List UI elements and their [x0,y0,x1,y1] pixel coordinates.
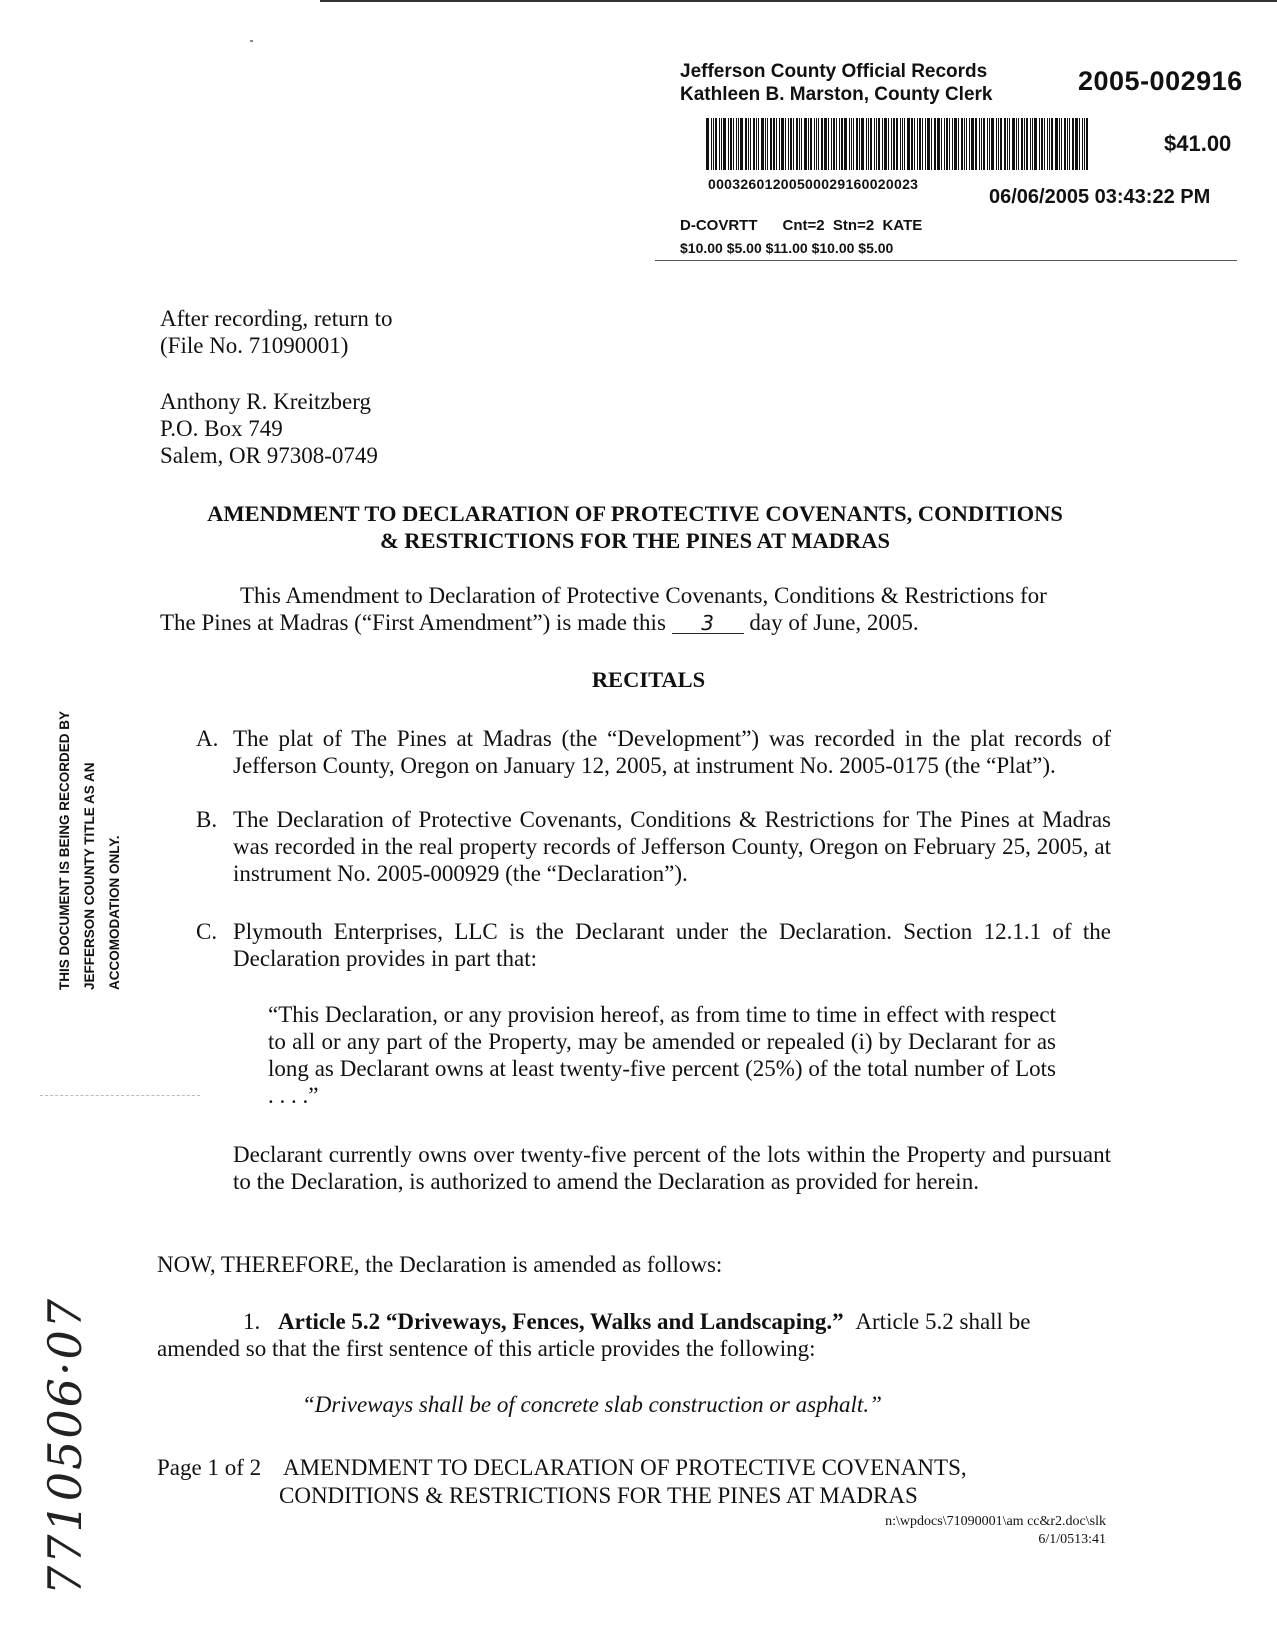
footer-file-path [780,1513,1106,1549]
barcode-bar [979,118,980,170]
barcode-bar [750,118,751,170]
barcode-bar [721,118,722,170]
instrument-number: 2005-002916 [1078,66,1243,96]
document-title-line2: & RESTRICTIONS FOR THE PINES AT MADRAS [379,528,891,553]
scan-speck [250,40,253,42]
barcode-bar [1024,118,1025,170]
barcode-bar [925,118,926,170]
barcode-bar [715,118,717,170]
barcode-bar [723,118,726,170]
return-to-name: Anthony R. Kreitzberg [160,389,372,414]
barcode-bar [839,118,840,170]
barcode-bar [1061,118,1062,170]
barcode-bar [719,118,720,170]
barcode-bar [919,118,921,170]
barcode-bar [844,118,847,170]
barcode-bar [773,118,775,170]
barcode-bar [981,118,982,170]
barcode-bar [1039,118,1040,170]
barcode-bar [937,118,940,170]
barcode-bar [983,118,985,170]
document-title [150,500,1120,554]
footer-title-line2: CONDITIONS & RESTRICTIONS FOR THE PINES AT MADRAS [279,1483,918,1508]
recital-b-text: The Declaration of Protective Covenants, Conditions & Restrictions for The Pines at Madras was recorded in the real property records of Jefferson County, Oregon on February 25, 2005, at instrument No. 2005-000929 (the “Declaration”). [233,807,1111,886]
barcode-bar [866,118,867,170]
barcode-bar [814,118,815,170]
barcode-bar [1072,118,1074,170]
barcode-bar [861,118,864,170]
barcode-bar [821,118,823,170]
barcode-bar [969,118,970,170]
scan-top-border [320,0,1277,2]
barcode-bar [1032,118,1033,170]
barcode-bar [1016,118,1017,170]
amendment-1-text-b: amended so that the first sentence of this article provides the following: [157,1336,816,1361]
handwritten-number: 7710506·07 [38,1296,92,1595]
barcode-bar [859,118,860,170]
amendment-1-title: Article 5.2 “Driveways, Fences, Walks and Landscaping.” [278,1309,844,1334]
intro-line1: This Amendment to Declaration of Protective Covenants, Conditions & Restrictions for [240,583,1047,608]
barcode-bar [801,118,802,170]
barcode-bar [1051,118,1053,170]
barcode-bar [756,118,757,170]
barcode-bar [799,118,800,170]
amendment-1-number: 1. [243,1309,261,1334]
barcode-bar [1059,118,1060,170]
barcode-bar [878,118,880,170]
barcode-bar [1079,118,1080,170]
intro-line2-end: day of June, 2005. [749,610,919,635]
barcode-bar [893,118,895,170]
barcode-bar [808,118,809,170]
barcode-bar [796,118,798,170]
barcode-bar [949,118,950,170]
barcode-bar [868,118,869,170]
barcode-bar [989,118,990,170]
barcode-bar [748,118,749,170]
barcode-bar [810,118,812,170]
barcode-bar [851,118,852,170]
return-to-file-no: (File No. 71090001) [160,333,349,358]
barcode-bar [818,118,819,170]
barcode-bar [745,118,747,170]
barcode-bar [849,118,850,170]
amendment-1-quote: “Driveways shall be of concrete slab construction or asphalt.” [302,1392,882,1417]
barcode-bar [1064,118,1066,170]
barcode-bar [896,118,898,170]
barcode-bar [1030,118,1031,170]
barcode-bar [713,118,714,170]
barcode-bar [1084,118,1085,170]
barcode-bar [964,118,965,170]
barcode-digits: 00032601200500029160020023 [708,176,919,192]
barcode-bar [891,118,892,170]
side-stamp-line1: THIS DOCUMENT IS BEING RECORDED BY [57,710,72,990]
barcode-bar [853,118,854,170]
barcode-bar [841,118,843,170]
barcode-bar [1012,118,1015,170]
barcode-bar [902,118,903,170]
barcode-bar [961,118,963,170]
declarant-statement: Declarant currently owns over twenty-five percent of the lots within the Property and pursuant to the Declaration, is authorized to amend the Declaration as provided for herein. [233,1142,1111,1194]
barcode-bar [1047,118,1048,170]
barcode-bar [934,118,936,170]
recording-code-line: D-COVRTT Cnt=2 Stn=2 KATE [680,217,923,234]
recording-office: Jefferson County Official Records [680,61,988,82]
barcode-bar [954,118,957,170]
barcode-bar [1004,118,1006,170]
barcode-bar [790,118,792,170]
barcode-bar [900,118,901,170]
intro-day-blank [672,613,744,634]
barcode-bar [1041,118,1043,170]
barcode-bar [758,118,759,170]
barcode-bar [765,118,766,170]
document-title-line1: AMENDMENT TO DECLARATION OF PROTECTIVE COVENANTS, CONDITIONS [207,501,1063,526]
barcode-bar [1026,118,1028,170]
barcode-bar [1007,118,1008,170]
scan-speck [40,1095,200,1097]
barcode-bar [733,118,734,170]
amendment-1-text-a: Article 5.2 shall be [855,1309,1031,1334]
recital-c-text: Plymouth Enterprises, LLC is the Declarant under the Declaration. Section 12.1.1 of the Declaration provides in part that: [233,919,1111,971]
barcode-bar [904,118,905,170]
barcode-bar [711,118,712,170]
barcode-bar [1034,118,1037,170]
now-therefore: NOW, THEREFORE, the Declaration is amended as follows: [157,1252,723,1277]
barcode-bar [1021,118,1023,170]
barcode-bar [946,118,948,170]
barcode-bar [1082,118,1083,170]
barcode-bar [941,118,942,170]
barcode-bar [728,118,729,170]
barcode-bar [776,118,777,170]
barcode-bar [781,118,784,170]
barcode-bar [770,118,772,170]
barcode-bar [1067,118,1068,170]
barcode-bar [1086,118,1088,170]
barcode-bar [998,118,999,170]
intro-line2-start: The Pines at Madras (“First Amendment”) is made this [160,610,666,635]
barcode-bar [793,118,794,170]
declaration-quote: “This Declaration, or any provision hereof, as from time to time in effect with respect to all or any part of the Property, may be amended or repealed (i) by Declarant for as long as Declarant owns at least twenty-five percent (25%) of the total number of Lots . . . .” [268,1002,1056,1108]
barcode-bar [1009,118,1010,170]
barcode-bar [1049,118,1050,170]
return-to-line1: After recording, return to [160,306,393,331]
barcode-bar [753,118,755,170]
barcode-bar [816,118,817,170]
intro-day: 3 [701,611,715,635]
barcode-bar [966,118,967,170]
barcode-bar [870,118,872,170]
amendment-1 [243,1308,1030,1335]
recording-fees-line: $10.00 $5.00 $11.00 $10.00 $5.00 [680,240,894,256]
barcode-bar [785,118,786,170]
barcode-bar [927,118,930,170]
barcode-bar [767,118,768,170]
stamp-divider [655,260,1237,261]
barcode-bar [738,118,739,170]
barcode-bar [761,118,764,170]
title-company-side-stamp [52,711,127,990]
barcode-bar [996,118,997,170]
barcode-bar [1055,118,1058,170]
barcode-bar [931,118,932,170]
barcode-bar [804,118,807,170]
barcode-bar [831,118,832,170]
barcode-bar [876,118,877,170]
barcode-bar [975,118,977,170]
footer-page-number: Page 1 of 2 [157,1455,262,1480]
barcode-bar [828,118,829,170]
barcode-bar [991,118,994,170]
recital-a-text: The plat of The Pines at Madras (the “Development”) was recorded in the plat records of Jefferson County, Oregon on January 12, 2005, at instrument No. 2005-0175 (the “Plat”). [233,726,1111,778]
barcode-bar [884,118,887,170]
recording-clerk: Kathleen B. Marston, County Clerk [680,84,993,105]
barcode-bar [888,118,889,170]
barcode-bar [824,118,827,170]
barcode-bar [971,118,974,170]
recording-datetime: 06/06/2005 03:43:22 PM [989,186,1211,208]
barcode-bar [706,118,709,170]
barcode-bar [914,118,915,170]
barcode-bar [987,118,988,170]
barcode-bar [882,118,883,170]
intro-line2 [160,609,919,636]
barcode-bar [740,118,743,170]
barcode-bar [856,118,858,170]
footer-path-text: n:\wpdocs\71090001\am cc&r2.doc\slk [885,1514,1106,1529]
barcode-bar [836,118,837,170]
footer-path-date: 6/1/0513:41 [1038,1532,1106,1547]
recital-a-label: A. [196,726,219,751]
barcode-bar [736,118,737,170]
recital-c-label: C. [196,919,218,944]
barcode-bar [917,118,918,170]
barcode-bar [730,118,732,170]
barcode-bar [911,118,913,170]
side-stamp-line3: ACCOMODATION ONLY. [107,835,122,990]
footer-title-line1: AMENDMENT TO DECLARATION OF PROTECTIVE COVENANTS, [283,1455,967,1480]
barcode-bar [958,118,959,170]
barcode-bar [952,118,953,170]
recital-b-label: B. [196,807,218,832]
barcode-bar [1018,118,1019,170]
barcode-bar [907,118,910,170]
barcode-bar [1069,118,1070,170]
return-to-box: P.O. Box 749 [160,416,283,441]
barcode-bar [874,118,875,170]
barcode-bar [788,118,789,170]
recording-fee: $41.00 [1164,131,1232,156]
return-to-city: Salem, OR 97308-0749 [160,443,378,468]
recitals-heading: RECITALS [591,667,706,692]
barcode-bar [922,118,923,170]
barcode-bar [944,118,945,170]
barcode-bar [1044,118,1045,170]
barcode-bar [833,118,835,170]
barcode-bar [779,118,780,170]
barcode-bar [1000,118,1002,170]
barcode-bar [1075,118,1078,170]
side-stamp-line2: JEFFERSON COUNTY TITLE AS AN [82,762,97,990]
barcode [706,118,1090,170]
